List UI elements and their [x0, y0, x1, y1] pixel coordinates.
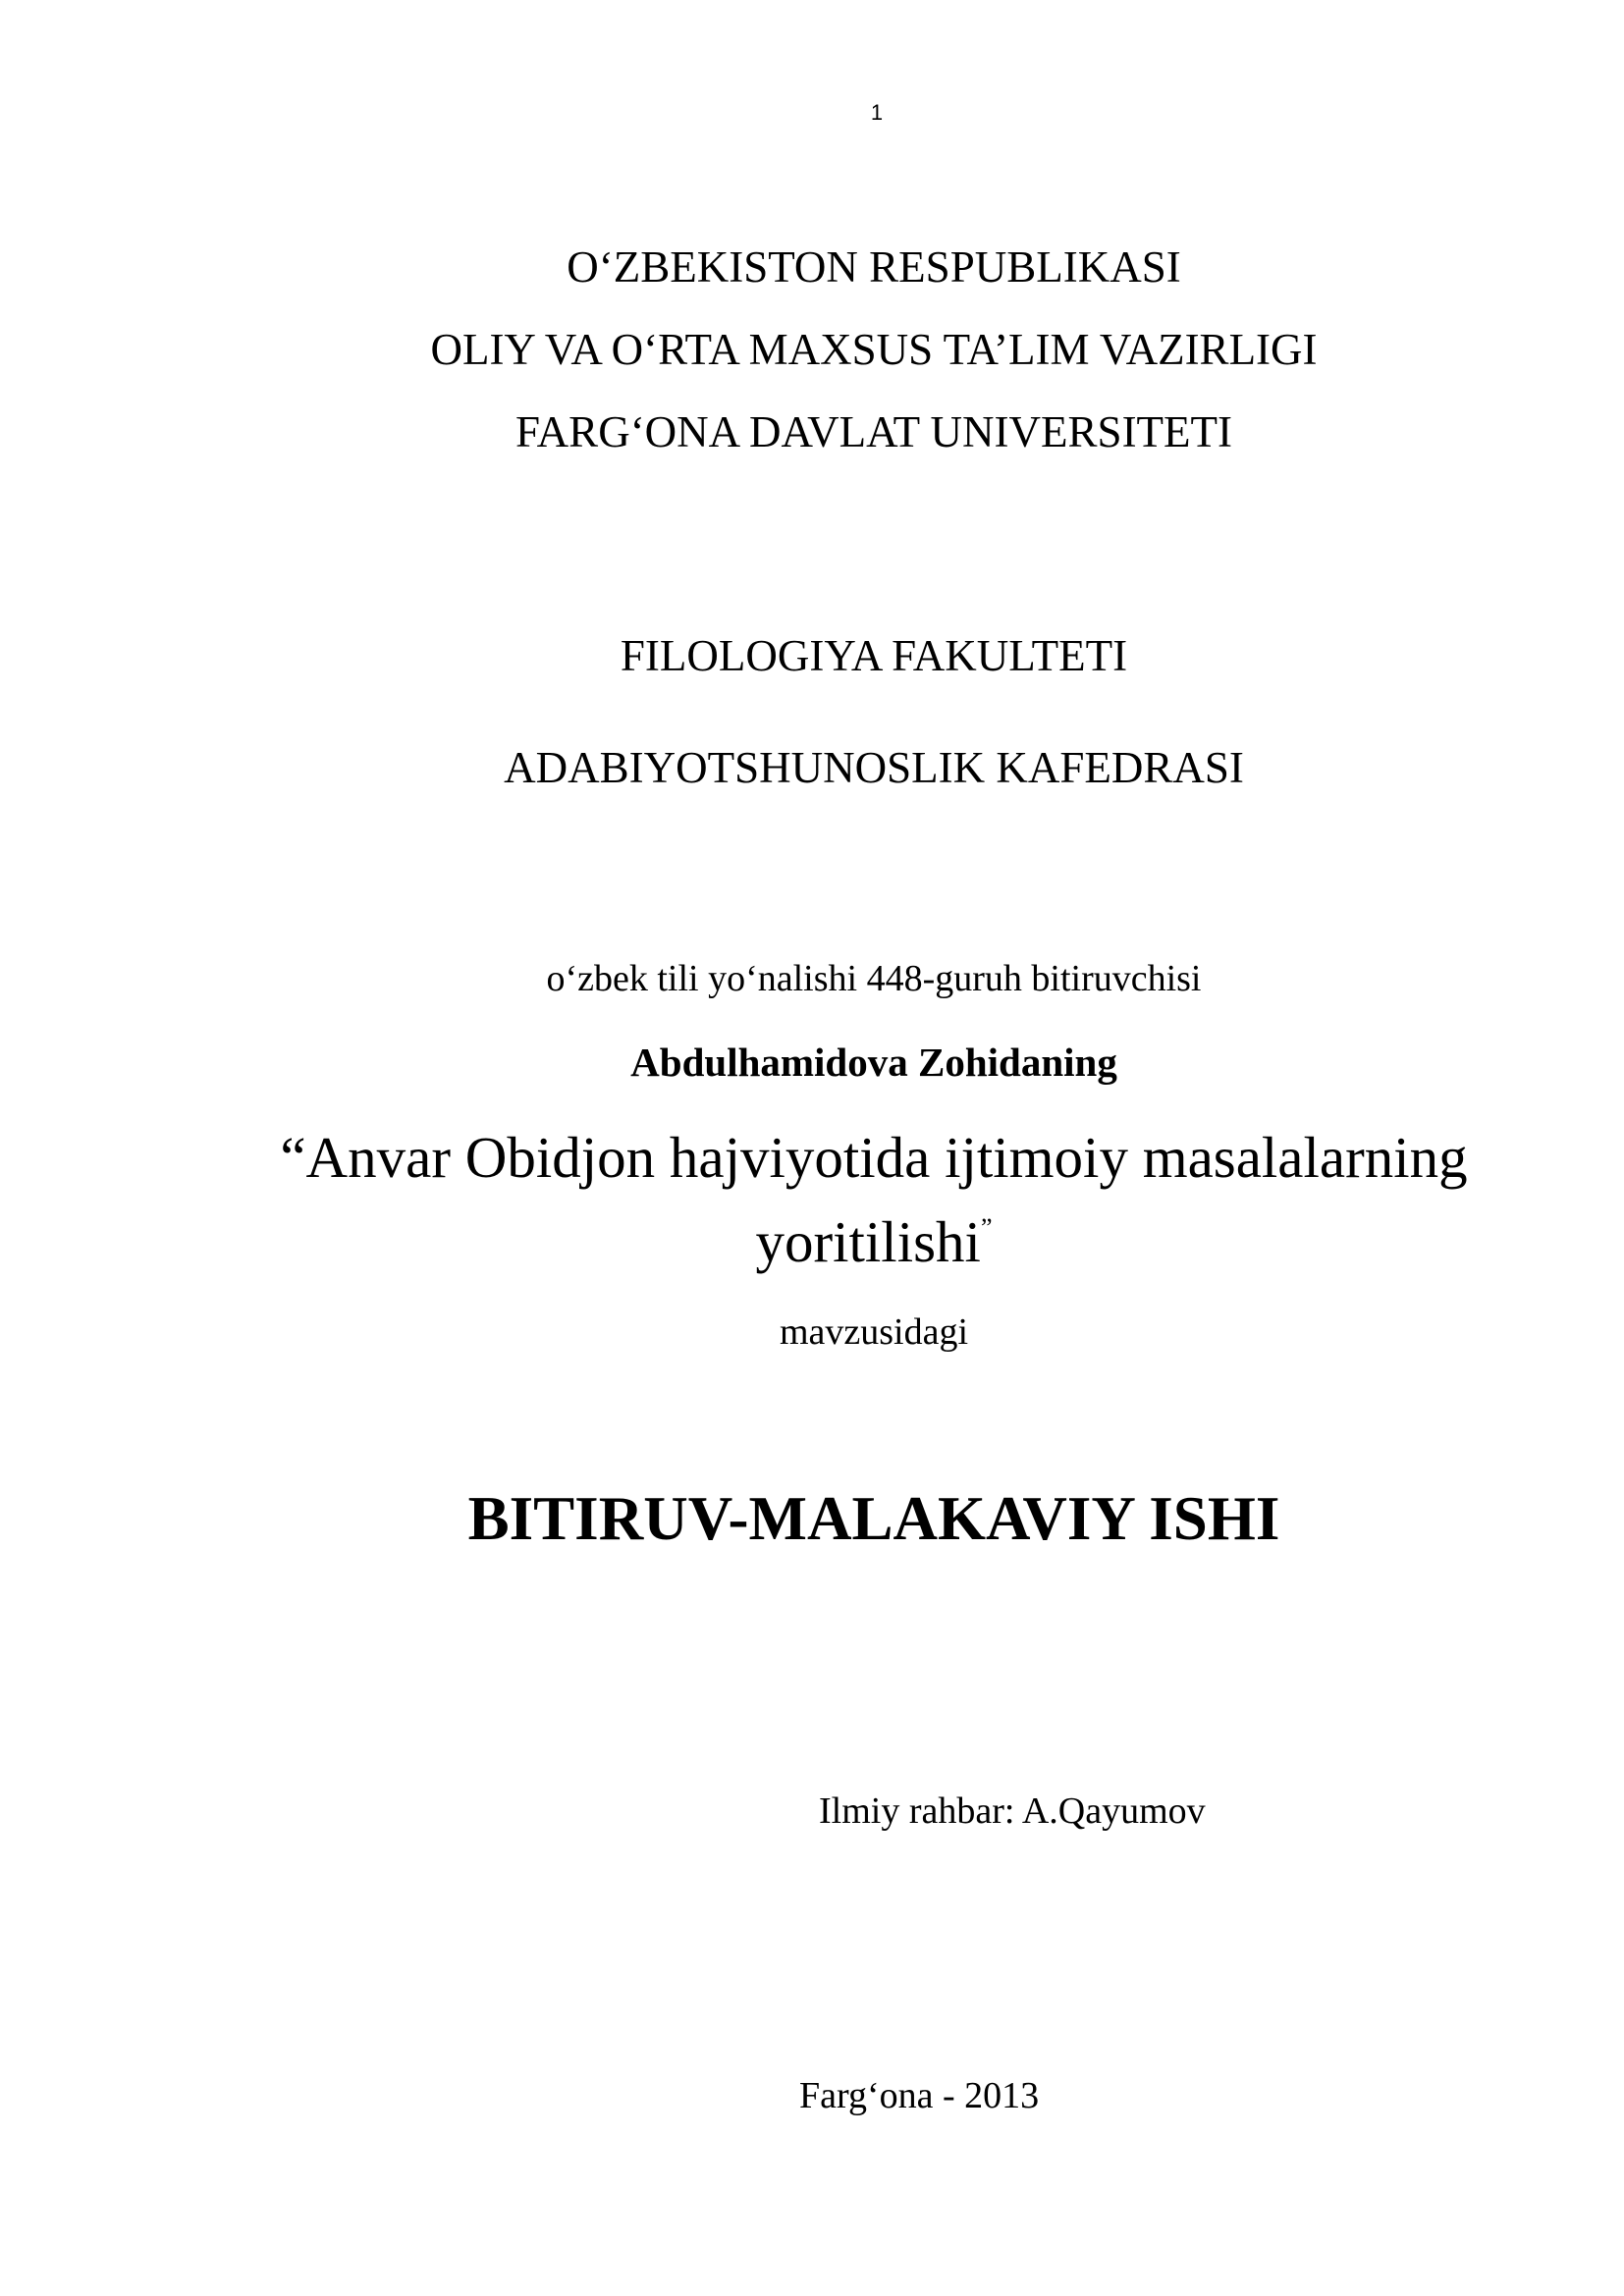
university-heading: FARG‘ONA DAVLAT UNIVERSITETI: [515, 407, 1232, 456]
thesis-topic-line-1: “Anvar Obidjon hajviyotida ijtimoiy masalalarning: [280, 1125, 1468, 1190]
place-year: Farg‘ona - 2013: [799, 2075, 1040, 2116]
supervisor: Ilmiy rahbar: A.Qayumov: [819, 1790, 1206, 1832]
topic-suffix: mavzusidagi: [779, 1311, 969, 1353]
student-info: o‘zbek tili yo‘nalishi 448-guruh bitiruvchisi: [546, 958, 1202, 999]
faculty-heading: FILOLOGIYA FAKULTETI: [620, 631, 1128, 680]
thesis-topic-text: yoritilishi: [755, 1209, 981, 1274]
closing-quote: ”: [980, 1213, 993, 1242]
author-name: Abdulhamidova Zohidaning: [630, 1040, 1117, 1085]
thesis-topic-line-2: [196, 1209, 1551, 1274]
country-heading: O‘ZBEKISTON RESPUBLIKASI: [567, 242, 1181, 292]
page-number: 1: [870, 100, 884, 125]
work-type-title: BITIRUV-MALAKAVIY ISHI: [467, 1484, 1280, 1553]
department-heading: ADABIYOTSHUNOSLIK KAFEDRASI: [504, 743, 1244, 792]
ministry-heading: OLIY VA O‘RTA MAXSUS TA’LIM VAZIRLIGI: [430, 325, 1318, 374]
